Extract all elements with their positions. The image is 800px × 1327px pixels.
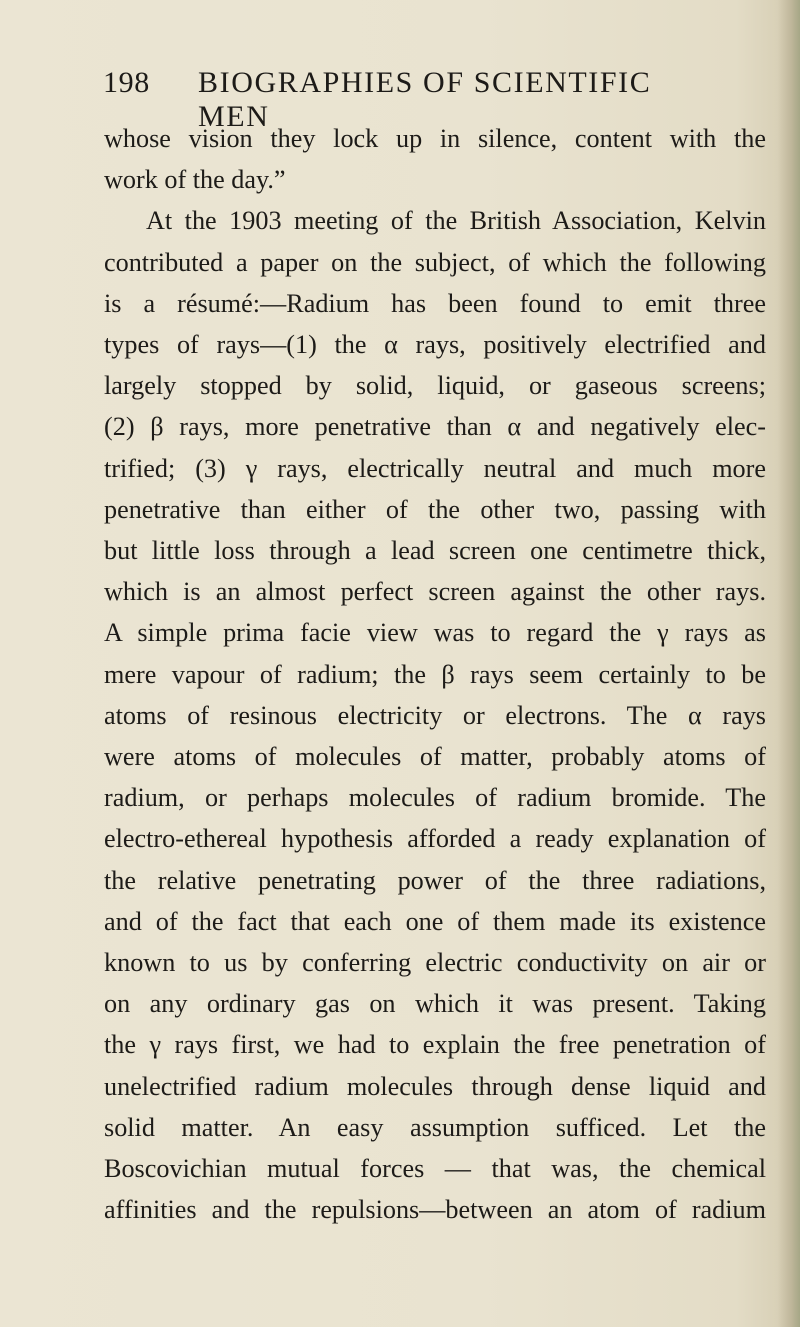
text-line: (2) β rays, more penetrative than α and negatively elec- xyxy=(104,412,766,442)
text-line: electro-ethereal hypothesis afforded a ready explanation of xyxy=(104,824,766,854)
text-line: penetrative than either of the other two, passing with xyxy=(104,494,766,524)
body-text xyxy=(104,118,766,1230)
text-line: At the 1903 meeting of the British Association, Kelvin xyxy=(146,206,766,236)
text-line: types of rays—(1) the α rays, positively electrified and xyxy=(104,330,766,360)
text-line: and of the fact that each one of them made its existence xyxy=(104,906,766,936)
text-line: Boscovichian mutual forces — that was, the chemical xyxy=(104,1154,766,1184)
text-line: contributed a paper on the subject, of which the following xyxy=(104,247,766,277)
page-number: 198 xyxy=(103,66,150,99)
text-line: affinities and the repulsions—between an atom of radium xyxy=(104,1195,766,1225)
text-line: is a résumé:—Radium has been found to emit three xyxy=(104,288,766,318)
text-line: on any ordinary gas on which it was present. Taking xyxy=(104,989,766,1019)
text-line: radium, or perhaps molecules of radium bromide. The xyxy=(104,783,766,813)
text-line: atoms of resinous electricity or electrons. The α rays xyxy=(104,700,766,730)
running-title: BIOGRAPHIES OF SCIENTIFIC MEN xyxy=(198,66,652,133)
running-header xyxy=(103,66,693,133)
text-line: were atoms of molecules of matter, probably atoms of xyxy=(104,742,766,772)
text-line: known to us by conferring electric conductivity on air or xyxy=(104,948,766,978)
text-line: solid matter. An easy assumption sufficed. Let the xyxy=(104,1112,766,1142)
page-edge-shadow xyxy=(778,0,800,1327)
text-line: unelectrified radium molecules through dense liquid and xyxy=(104,1071,766,1101)
text-line: trified; (3) γ rays, electrically neutral and much more xyxy=(104,453,766,483)
text-line: work of the day.” xyxy=(104,165,286,195)
text-line: but little loss through a lead screen one centimetre thick, xyxy=(104,536,766,566)
text-line: the relative penetrating power of the three radiations, xyxy=(104,865,766,895)
text-line: the γ rays first, we had to explain the free penetration of xyxy=(104,1030,766,1060)
text-line: whose vision they lock up in silence, content with the xyxy=(104,124,766,153)
text-line: A simple prima facie view was to regard the γ rays as xyxy=(104,618,766,648)
text-line: largely stopped by solid, liquid, or gaseous screens; xyxy=(104,371,766,401)
text-line: which is an almost perfect screen against the other rays. xyxy=(104,577,766,607)
text-line: mere vapour of radium; the β rays seem certainly to be xyxy=(104,659,766,689)
